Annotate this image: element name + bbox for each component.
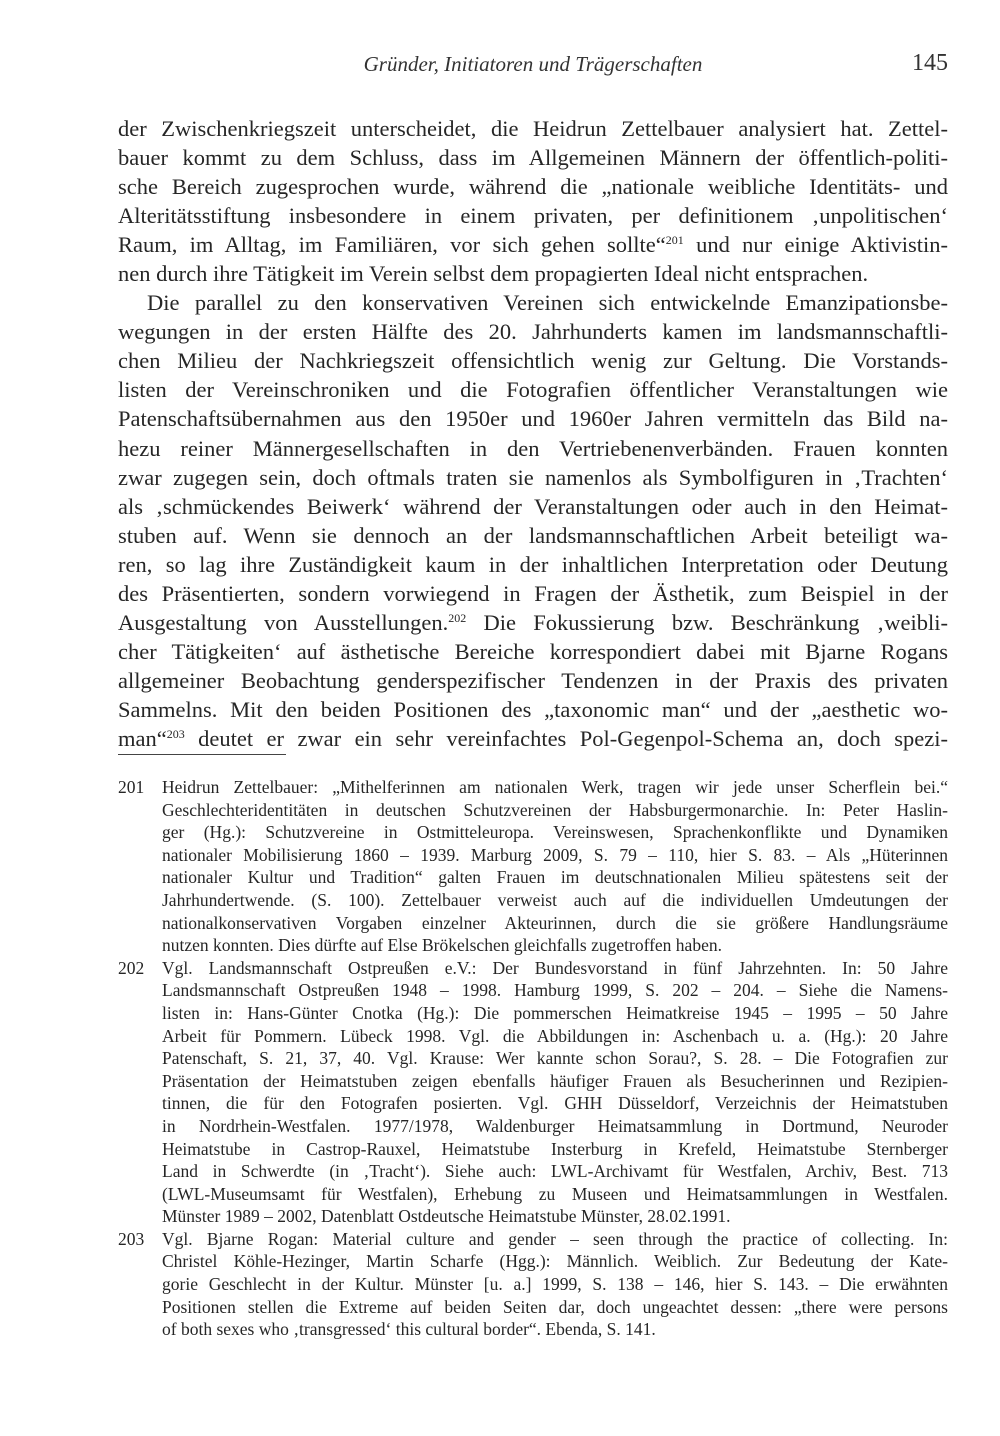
text-line: wegungen in der ersten Hälfte des 20. Jahrhunderts kamen im landsmannschaftli- xyxy=(118,319,948,345)
footnote-line: Heimatstube in Castrop-Rauxel, Heimatstube Insterburg in Krefeld, Heimatstube Sternberger xyxy=(162,1138,948,1159)
text-line: cher Tätigkeiten‘ auf ästhetische Bereiche korrespondiert dabei mit Bjarne Rogans xyxy=(118,638,948,664)
text-line: stuben auf. Wenn sie dennoch an der landsmannschaftlichen Arbeit beteiligt wa- xyxy=(118,522,948,548)
text-line: man“$^{203}$ deutet er zwar ein sehr vereinfachtes Pol-Gegenpol-Schema an, doch spezi- xyxy=(118,725,948,751)
text-line: Alteritätsstiftung insbesondere in einem privaten, per definitionem ‚unpolitischen‘ xyxy=(118,203,948,229)
footnote-line: Patenschaft, S. 21, 37, 40. Vgl. Krause: Wer kannte schon Sorau?, S. 28. – Die Fotografien zur xyxy=(162,1048,948,1069)
text-line: Raum, im Alltag, im Familiären, vor sich gehen sollte“$^{201}$ und nur einige Aktivistin- xyxy=(118,232,948,258)
text-line: der Zwischenkriegszeit unterscheidet, die Heidrun Zettelbauer analysiert hat. Zettel- xyxy=(118,116,948,141)
text-line: nen durch ihre Tätigkeit im Verein selbst dem propagierten Ideal nicht entsprachen. xyxy=(118,261,869,287)
footnote-line: Land in Schwerdte (in ‚Tracht‘). Siehe auch: LWL-Archivamt für Westfalen, Archiv, Best. 713 xyxy=(162,1161,948,1182)
footnote-line: Christel Köhle-Hezinger, Martin Scharfe (Hgg.): Männlich. Weiblich. Zur Bedeutung der Kate- xyxy=(162,1251,948,1272)
text-line: sche Bereich zugesprochen wurde, während die „nationale weibliche Identitäts- und xyxy=(118,174,948,200)
footnote-line: Vgl. Landsmannschaft Ostpreußen e.V.: Der Bundesvorstand in fünf Jahrzehnten. In: 50 Jahre xyxy=(162,957,948,978)
running-title: Gründer, Initiatoren und Trägerschaften xyxy=(363,52,703,76)
footnote-line: Landsmannschaft Ostpreußen 1948 – 1998. Hamburg 1999, S. 202 – 204. – Siehe die Namens- xyxy=(162,980,948,1001)
footnotes xyxy=(118,776,948,1341)
footnote-number: 201 xyxy=(118,777,145,797)
running-head xyxy=(118,48,948,88)
footnote-line: Vgl. Bjarne Rogan: Material culture and gender – seen through the practice of collecting. In: xyxy=(162,1228,948,1249)
footnote-line: Jahrhundertwende. (S. 100). Zettelbauer verweist auch auf die individuellen Umdeutungen der xyxy=(162,889,948,910)
footnote-203 xyxy=(118,1228,948,1341)
footnote-line: (LWL-Museumsamt für Westfalen), Erhebung zu Museen und Heimatsammlungen in Westfalen. xyxy=(162,1183,948,1204)
footnote-202 xyxy=(118,957,948,1228)
footnote-line: listen in: Hans-Günter Cnotka (Hg.): Die pommerschen Heimatkreise 1945 – 1995 – 50 Jahre xyxy=(162,1002,948,1023)
text-line: des Präsentierten, sondern vorwiegend in Fragen der Ästhetik, zum Beispiel in der xyxy=(118,580,948,606)
footnote-marker-201[interactable]: 201 xyxy=(665,233,684,248)
text-line: Ausgestaltung von Ausstellungen.$^{202}$ Die Fokussierung bzw. Beschränkung ‚weibli- xyxy=(118,609,948,635)
text-line: allgemeiner Beobachtung genderspezifischer Tendenzen in der Praxis des privaten xyxy=(118,667,948,693)
text-line: zwar zugegen sein, doch oftmals traten sie namenlos als Symbolfiguren in ‚Trachten‘ xyxy=(118,464,948,490)
footnote-line: of both sexes who ‚transgressed‘ this cultural border“. Ebenda, S. 141. xyxy=(162,1319,656,1340)
footnote-divider xyxy=(118,754,286,755)
footnote-line: Positionen stellen die Extreme auf beiden Seiten dar, doch ungeachtet dessen: „there were persons xyxy=(162,1296,948,1317)
footnote-line: Arbeit für Pommern. Lübeck 1998. Vgl. die Abbildungen in: Aschenbach u. a. (Hg.): 20 Jahre xyxy=(162,1025,948,1046)
footnote-number: 203 xyxy=(118,1228,145,1249)
text-line: chen Milieu der Nachkriegszeit offensichtlich wenig zur Geltung. Die Vorstands- xyxy=(118,348,948,374)
text-line: hezu reiner Männergesellschaften in den Vertriebenenverbänden. Frauen konnten xyxy=(118,435,948,461)
footnote-201 xyxy=(118,776,948,957)
footnote-number: 202 xyxy=(118,957,145,978)
footnote-line: nationaler Kultur und Tradition“ galten Frauen im deutschnationalen Milieu spätestens seit der xyxy=(162,867,948,888)
footnote-line: nutzen konnten. Dies dürfte auf Else Brökelschen gleichfalls zugetroffen haben. xyxy=(162,935,722,956)
footnote-line: in Nordrhein-Westfalen. 1977/1978, Waldenburger Heimatsammlung in Dortmund, Neuroder xyxy=(162,1115,948,1136)
footnote-line: Geschlechteridentitäten in deutschen Schutzvereinen der Habsburgermonarchie. In: Peter Haslin- xyxy=(162,799,948,820)
footnote-line: Heidrun Zettelbauer: „Mithelferinnen am nationalen Werk, tragen wir jede unser Scherflein bei.“ xyxy=(162,777,948,797)
page-number: 145 xyxy=(912,50,948,76)
text-line: bauer kommt zu dem Schluss, dass im Allgemeinen Männern der öffentlich-politi- xyxy=(118,145,948,171)
text-line: Sammelns. Mit den beiden Positionen des „taxonomic man“ und der „aesthetic wo- xyxy=(118,696,948,722)
text-line: Patenschaftsübernahmen aus den 1950er und 1960er Jahren vermitteln das Bild na- xyxy=(118,406,948,432)
main-text xyxy=(118,114,948,753)
footnote-line: ger (Hg.): Schutzvereine in Ostmitteleuropa. Vereinswesen, Sprachenkonflikte und Dynamiken xyxy=(162,822,948,843)
text-line: ren, so lag ihre Zuständigkeit kaum in der inhaltlichen Interpretation oder Deutung xyxy=(118,551,948,577)
footnote-line: gorie Geschlecht in der Kultur. Münster [u. a.] 1999, S. 138 – 146, hier S. 143. – Die erwähnten xyxy=(162,1274,948,1295)
footnote-marker-203[interactable]: 203 xyxy=(166,726,185,741)
footnote-line: nationalkonservativen Vorgaben einzelner Akteurinnen, durch die sie größere Handlungsräume xyxy=(162,912,948,933)
text-line: als ‚schmückendes Beiwerk‘ während der Veranstaltungen oder auch in den Heimat- xyxy=(118,493,948,519)
footnote-line: tinnen, die für den Fotografen posierten. Vgl. GHH Düsseldorf, Verzeichnis der Heimatstuben xyxy=(162,1093,948,1114)
footnote-marker-202[interactable]: 202 xyxy=(448,610,467,625)
footnote-line: nationaler Mobilisierung 1860 – 1939. Marburg 2009, S. 79 – 110, hier S. 83. – Als „Hüterinnen xyxy=(162,844,948,865)
text-line: listen der Vereinschroniken und die Fotografien öffentlicher Veranstaltungen wie xyxy=(118,377,948,403)
text-line: Die parallel zu den konservativen Vereinen sich entwickelnde Emanzipationsbe- xyxy=(147,290,948,316)
footnote-line: Präsentation der Heimatstuben zeigen ebenfalls häufiger Frauen als Besucherinnen und Rezipien- xyxy=(162,1070,948,1091)
footnote-line: Münster 1989 – 2002, Datenblatt Ostdeutsche Heimatstube Münster, 28.02.1991. xyxy=(162,1206,731,1227)
